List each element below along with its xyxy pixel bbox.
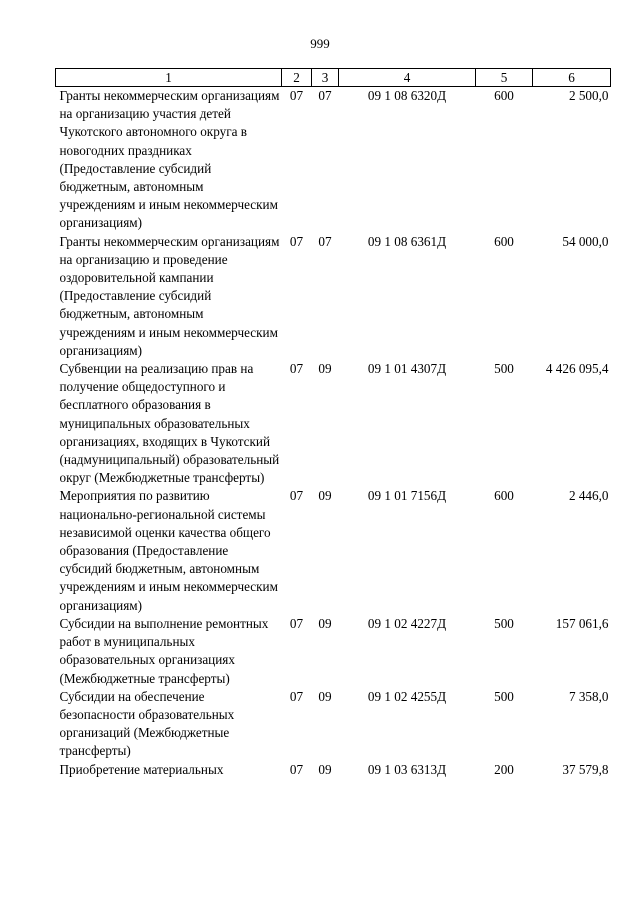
section-code: 07 (289, 761, 304, 777)
amount: 4 426 095,4 (545, 361, 609, 377)
page-number: 999 (310, 36, 330, 51)
target-article-code: 09 1 01 7156Д (367, 488, 447, 504)
target-article-code: 09 1 03 6313Д (367, 761, 447, 777)
table-row (56, 360, 611, 487)
column-header-3: 3 (312, 69, 339, 87)
budget-table (55, 68, 611, 779)
target-article-code: 09 1 02 4227Д (367, 615, 447, 631)
subsection-code: 07 (318, 233, 332, 249)
table-row (56, 688, 611, 761)
section-code: 07 (289, 233, 304, 249)
expense-type-code: 500 (494, 615, 514, 631)
amount: 2 446,0 (568, 488, 609, 504)
column-header-5: 5 (476, 69, 533, 87)
column-header-4: 4 (339, 69, 476, 87)
target-article-code: 09 1 01 4307Д (367, 361, 447, 377)
amount: 37 579,8 (562, 761, 609, 777)
section-code: 07 (289, 488, 304, 504)
expense-name: Субвенции на реализацию прав на получение общедоступного и бесплатного образования в муниципальных образовательных организациях, входящих в Чукотский (надмуниципальный) образовательный округ (Межбюджетные трансферты) (59, 361, 280, 486)
subsection-code: 09 (318, 615, 332, 631)
target-article-code: 09 1 08 6320Д (367, 88, 447, 103)
column-header-2: 2 (282, 69, 312, 87)
amount: 54 000,0 (562, 233, 609, 249)
subsection-code: 09 (318, 688, 332, 704)
amount: 7 358,0 (568, 688, 609, 704)
subsection-code: 09 (318, 488, 332, 504)
column-header-6: 6 (533, 69, 611, 87)
expense-name: Гранты некоммерческим организациям на организацию участия детей Чукотского автономного округа в новогодних праздниках (Предоставление субсидий бюджетным, автономным учреждениям и иным некоммерческим организациям) (59, 88, 280, 231)
section-code: 07 (289, 688, 304, 704)
expense-type-code: 500 (494, 361, 514, 377)
expense-type-code: 500 (494, 688, 514, 704)
subsection-code: 09 (318, 361, 332, 377)
table-row (56, 487, 611, 614)
section-code: 07 (289, 88, 304, 103)
amount: 2 500,0 (568, 88, 609, 103)
expense-name: Субсидии на обеспечение безопасности образовательных организаций (Межбюджетные трансферты) (59, 688, 235, 759)
table-header-row (56, 69, 611, 87)
column-header-1: 1 (56, 69, 282, 87)
table-row (56, 615, 611, 688)
table-row (56, 233, 611, 360)
subsection-code: 09 (318, 761, 332, 777)
section-code: 07 (289, 615, 304, 631)
amount: 157 061,6 (555, 615, 609, 631)
expense-name: Гранты некоммерческим организациям на организацию и проведение оздоровительной кампании (Предоставление субсидий бюджетным, автономным учреждениям и иным некоммерческим организациям) (59, 233, 280, 358)
expense-type-code: 200 (494, 761, 514, 777)
expense-type-code: 600 (494, 233, 514, 249)
table-row (56, 87, 611, 233)
section-code: 07 (289, 361, 304, 377)
table-row (56, 761, 611, 779)
expense-type-code: 600 (494, 88, 514, 103)
expense-type-code: 600 (494, 488, 514, 504)
expense-name: Мероприятия по развитию национально-региональной системы независимой оценки качества общего образования (Предоставление субсидий бюджетным, автономным учреждениям и иным некоммерческим организациям) (59, 488, 278, 613)
target-article-code: 09 1 08 6361Д (367, 233, 447, 249)
target-article-code: 09 1 02 4255Д (367, 688, 447, 704)
subsection-code: 07 (318, 88, 332, 103)
expense-name: Субсидии на выполнение ремонтных работ в муниципальных образовательных организациях (Межбюджетные трансферты) (59, 615, 269, 686)
expense-name: Приобретение материальных (59, 761, 224, 777)
